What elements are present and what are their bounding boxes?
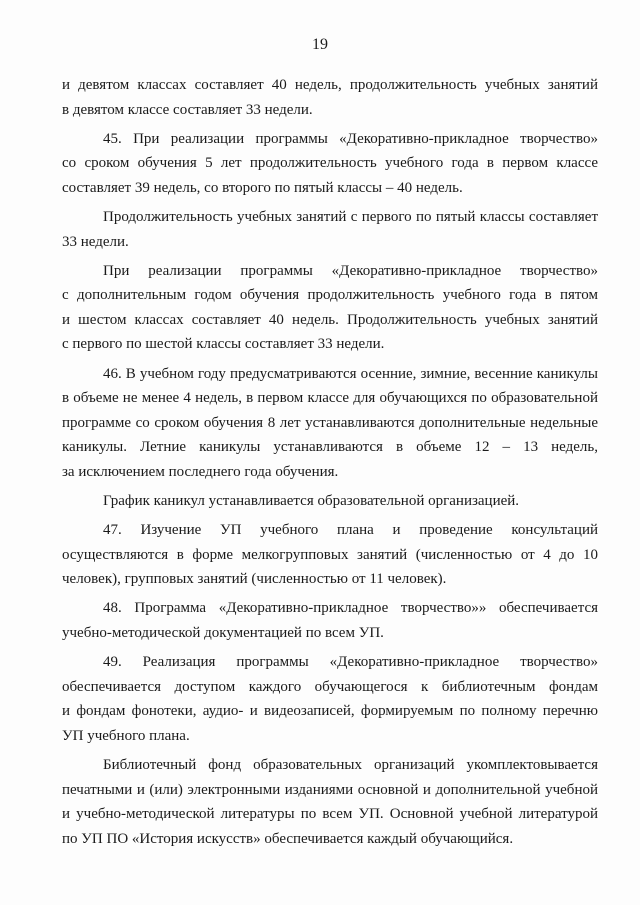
text-line: каникулы. Летние каникулы устанавливаются в объеме 12 – 13 недель,: [62, 439, 598, 456]
paragraph-continuation: [62, 73, 598, 122]
text-line: в объеме не менее 4 недель, в первом классе для обучающихся по образовательной: [62, 390, 598, 407]
text-line: и шестом классах составляет 40 недель. Продолжительность учебных занятий: [62, 311, 598, 328]
text-line: и учебно-методической литературы по всем УП. Основной учебной литературой: [62, 806, 598, 823]
text-line: 45. При реализации программы «Декоративно-прикладное творчество»: [103, 130, 598, 147]
paragraph-45: [62, 127, 598, 201]
text-line: в девятом классе составляет 33 недели.: [62, 101, 313, 118]
text-line: и фондам фонотеки, аудио- и видеозаписей, формируемым по полному перечню: [62, 703, 598, 720]
paragraph-49-library: [62, 753, 598, 851]
paragraph-48: [62, 596, 598, 645]
text-line: 46. В учебном году предусматриваются осенние, зимние, весенние каникулы: [103, 365, 598, 382]
paragraph-45-additional-year: [62, 259, 598, 357]
text-line: 33 недели.: [62, 233, 129, 250]
text-line: программе со сроком обучения 8 лет устанавливаются дополнительные недельные: [62, 414, 598, 431]
text-line: по УП ПО «История искусств» обеспечивается каждый обучающийся.: [62, 830, 514, 847]
text-line: 48. Программа «Декоративно-прикладное творчество»» обеспечивается: [103, 600, 598, 617]
text-line: 49. Реализация программы «Декоративно-прикладное творчество»: [103, 654, 598, 671]
document-body: [62, 73, 598, 851]
paragraph-47: [62, 518, 598, 592]
text-line: обеспечивается доступом каждого обучающегося к библиотечным фондам: [62, 678, 598, 695]
paragraph-45-duration: [62, 205, 598, 254]
paragraph-46-schedule: [62, 489, 598, 514]
text-line: человек), групповых занятий (численностью от 11 человек).: [62, 571, 447, 588]
text-line: за исключением последнего года обучения.: [62, 463, 339, 480]
paragraph-46: [62, 362, 598, 485]
text-line: При реализации программы «Декоративно-прикладное творчество»: [103, 262, 598, 279]
text-line: 47. Изучение УП учебного плана и проведение консультаций: [103, 522, 598, 539]
text-line: Продолжительность учебных занятий с первого по пятый классы составляет: [103, 208, 598, 225]
text-line: составляет 39 недель, со второго по пятый классы – 40 недель.: [62, 179, 463, 196]
paragraph-49: [62, 650, 598, 748]
text-line: печатными и (или) электронными изданиями основной и дополнительной учебной: [62, 781, 598, 798]
text-line: с дополнительным годом обучения продолжительность учебного года в пятом: [62, 287, 598, 304]
text-line: осуществляются в форме мелкогрупповых занятий (численностью от 4 до 10: [62, 546, 598, 563]
text-line: учебно-методической документацией по всем УП.: [62, 624, 384, 641]
text-line: и девятом классах составляет 40 недель, продолжительность учебных занятий: [62, 77, 598, 93]
page-number: 19: [312, 36, 328, 53]
text-line: УП учебного плана.: [62, 727, 190, 744]
text-line: График каникул устанавливается образовательной организацией.: [103, 493, 520, 509]
text-line: с первого по шестой классы составляет 33 недели.: [62, 336, 385, 353]
text-line: Библиотечный фонд образовательных организаций укомплектовывается: [103, 756, 598, 773]
text-line: со сроком обучения 5 лет продолжительность учебного года в первом классе: [62, 155, 598, 172]
